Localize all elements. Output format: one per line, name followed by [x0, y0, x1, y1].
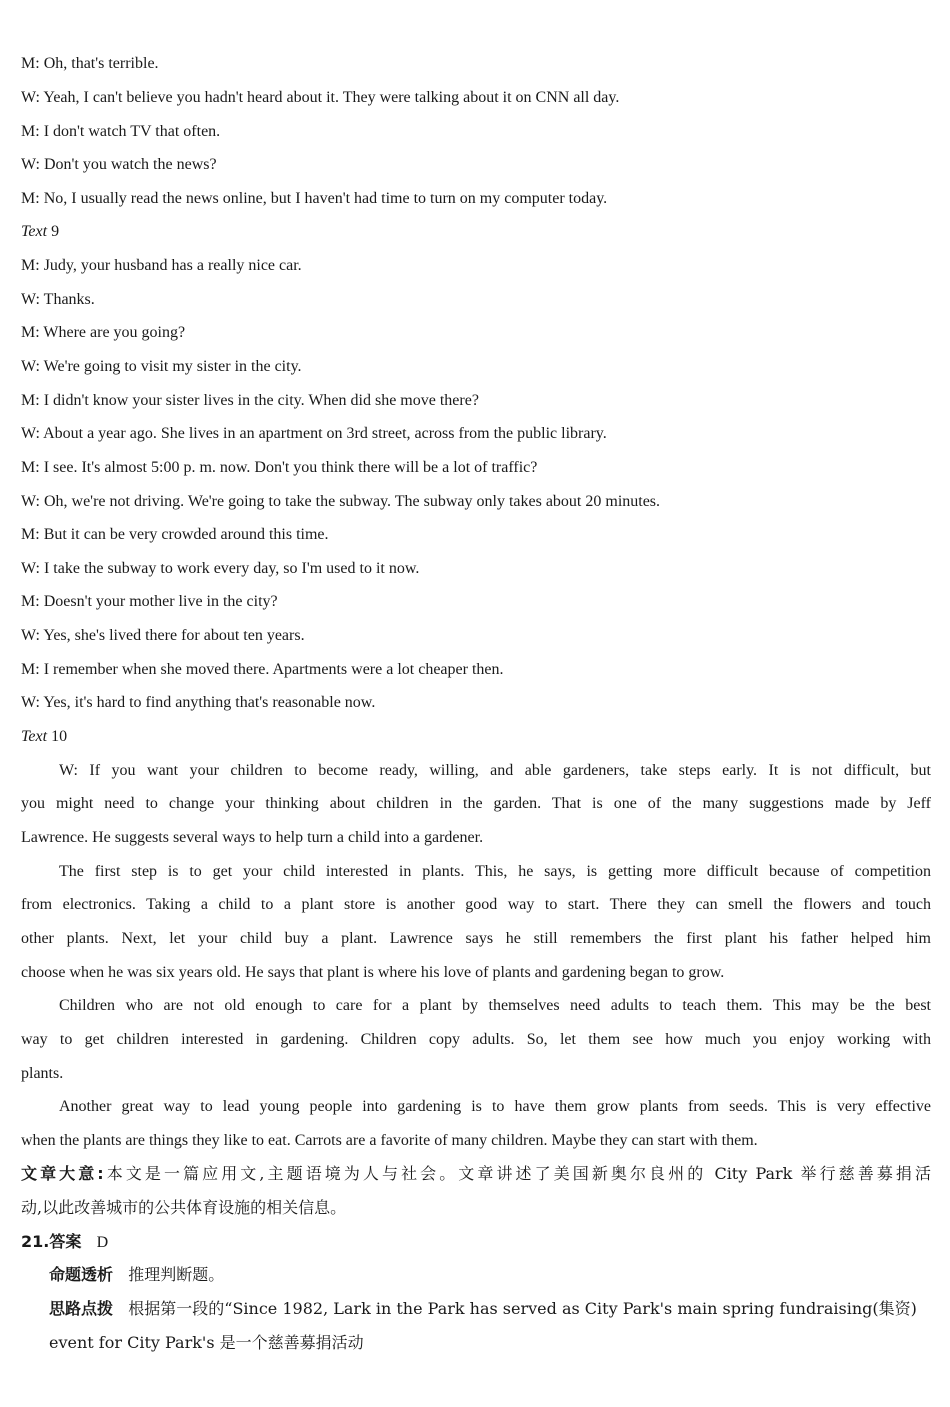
passage-line: The first step is to get your child interested in plants. This, he says, is getting more difficult because of competition — [59, 863, 931, 880]
passage-line: W: If you want your children to become ready, willing, and able gardeners, take steps early. It is not difficult, but — [59, 762, 931, 779]
dialogue-line: W: Yeah, I can't believe you hadn't heard about it. They were talking about it on CNN all day. — [21, 89, 620, 106]
dialogue-line: M: Oh, that's terrible. — [21, 55, 159, 72]
passage-line: when the plants are things they like to eat. Carrots are a favorite of many children. Maybe they can start with them. — [21, 1132, 758, 1149]
summary-line: 动,以此改善城市的公共体育设施的相关信息。 — [21, 1198, 347, 1217]
summary-line: 文章大意:本文是一篇应用文,主题语境为人与社会。文章讲述了美国新奥尔良州的 City Park 举行慈善募捐活 — [21, 1164, 931, 1183]
dialogue-line: M: Doesn't your mother live in the city? — [21, 593, 278, 610]
section-heading-text9: Text 9 — [21, 223, 60, 240]
dialogue-line: W: Yes, it's hard to find anything that's reasonable now. — [21, 694, 376, 711]
summary-label: 文章大意: — [21, 1164, 104, 1183]
passage-line: way to get children interested in gardening. Children copy adults. So, let them see how much you enjoy working with — [21, 1031, 931, 1048]
question-21-hint: 思路点拨 根据第一段的“Since 1982, Lark in the Park has served as City Park's main spring fundraising(集资) — [49, 1299, 917, 1318]
question-21-answer: 21.答案 D — [21, 1232, 109, 1251]
dialogue-line: M: I don't watch TV that often. — [21, 123, 221, 140]
dialogue-line: M: I see. It's almost 5:00 p. m. now. Don't you think there will be a lot of traffic? — [21, 459, 538, 476]
dialogue-line: M: No, I usually read the news online, but I haven't had time to turn on my computer today. — [21, 190, 608, 207]
dialogue-line: M: Judy, your husband has a really nice car. — [21, 257, 302, 274]
dialogue-line: W: We're going to visit my sister in the city. — [21, 358, 302, 375]
dialogue-line: W: I take the subway to work every day, so I'm used to it now. — [21, 560, 420, 577]
passage-line: choose when he was six years old. He says that plant is where his love of plants and gardening began to grow. — [21, 964, 725, 981]
section-heading-text10: Text 10 — [21, 728, 68, 745]
dialogue-line: W: About a year ago. She lives in an apartment on 3rd street, across from the public library. — [21, 425, 607, 442]
dialogue-line: M: But it can be very crowded around this time. — [21, 526, 329, 543]
question-21-analysis: 命题透析 推理判断题。 — [49, 1265, 225, 1284]
passage-line: Lawrence. He suggests several ways to help turn a child into a gardener. — [21, 829, 484, 846]
question-21-hint-continued: event for City Park's 是一个慈善募捐活动 — [49, 1333, 364, 1352]
passage-line: other plants. Next, let your child buy a plant. Lawrence says he still remembers the first plant his father helped him — [21, 930, 931, 947]
dialogue-line: M: Where are you going? — [21, 324, 186, 341]
passage-line: Children who are not old enough to care for a plant by themselves need adults to teach them. This may be the best — [59, 997, 931, 1014]
passage-line: you might need to change your thinking about children in the garden. That is one of the many suggestions made by Jeff — [21, 795, 931, 812]
dialogue-line: M: I didn't know your sister lives in the city. When did she move there? — [21, 392, 479, 409]
passage-line: plants. — [21, 1065, 64, 1082]
passage-line: Another great way to lead young people into gardening is to have them grow plants from seeds. This is very effective — [59, 1098, 931, 1115]
dialogue-line: W: Yes, she's lived there for about ten years. — [21, 627, 305, 644]
dialogue-line: W: Oh, we're not driving. We're going to take the subway. The subway only takes about 20 minutes. — [21, 493, 661, 510]
dialogue-line: M: I remember when she moved there. Apartments were a lot cheaper then. — [21, 661, 504, 678]
dialogue-line: W: Don't you watch the news? — [21, 156, 217, 173]
dialogue-line: W: Thanks. — [21, 291, 95, 308]
passage-line: from electronics. Taking a child to a plant store is another good way to start. There they can smell the flowers and touch — [21, 896, 931, 913]
